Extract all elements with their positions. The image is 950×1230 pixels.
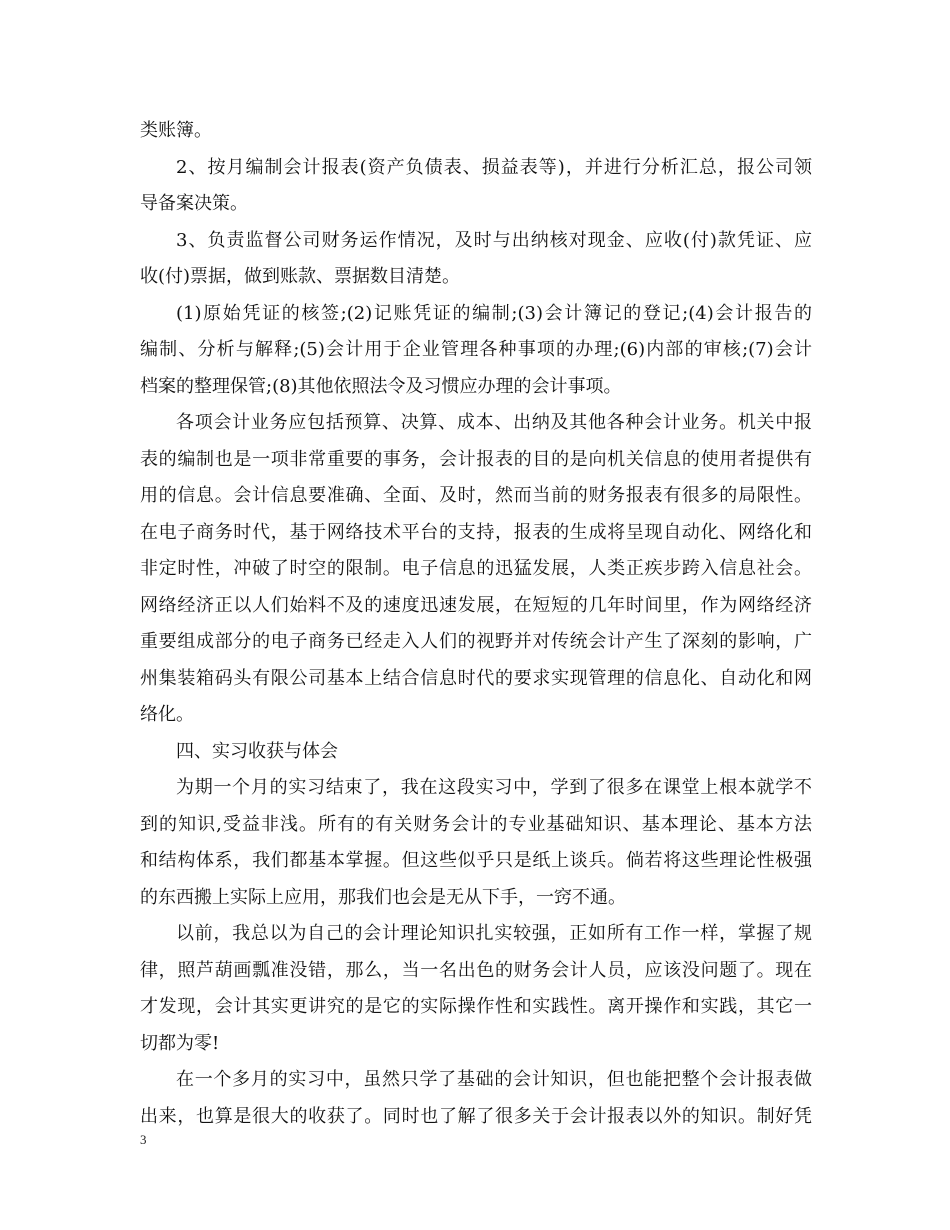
- section-heading: 四、实习收获与体会: [176, 740, 338, 762]
- text-line: 律，照芦葫画瓢准没错，那么，当一名出色的财务会计人员，应该没问题了。现在: [140, 959, 812, 981]
- text-line: 切都为零!: [140, 1032, 220, 1054]
- page-number: 3: [140, 1132, 147, 1147]
- text-line: 到的知识,受益非浅。所有的有关财务会计的专业基础知识、基本理论、基本方法: [140, 813, 812, 835]
- text-line: 编制、分析与解释;(5)会计用于企业管理各种事项的办理;(6)内部的审核;(7)会计: [140, 339, 812, 360]
- text-line: 络化。: [140, 704, 194, 725]
- text-line: 出来，也算是很大的收获了。同时也了解了很多关于会计报表以外的知识。制好凭: [140, 1105, 812, 1127]
- body-text: [140, 113, 812, 1135]
- text-line: 在一个多月的实习中，虽然只学了基础的会计知识，但也能把整个会计报表做: [176, 1069, 812, 1090]
- text-line: 以前，我总以为自己的会计理论知识扎实较强，正如所有工作一样，掌握了规: [176, 923, 812, 944]
- text-line: 各项会计业务应包括预算、决算、成本、出纳及其他各种会计业务。机关中报: [176, 412, 812, 433]
- text-line: 的东西搬上实际上应用，那我们也会是无从下手，一窍不通。: [140, 886, 626, 908]
- text-line: 重要组成部分的电子商务已经走入人们的视野并对传统会计产生了深刻的影响，广: [140, 631, 812, 652]
- text-line: 才发现，会计其实更讲究的是它的实际操作性和实践性。离开操作和实践，其它一: [140, 996, 812, 1017]
- text-line: 用的信息。会计信息要准确、全面、及时，然而当前的财务报表有很多的局限性。: [140, 485, 812, 506]
- text-line: 网络经济正以人们始料不及的速度迅速发展，在短短的几年时间里，作为网络经济: [140, 594, 812, 616]
- text-line: 为期一个月的实习结束了，我在这段实习中，学到了很多在课堂上根本就学不: [176, 777, 812, 798]
- text-line: 3、负责监督公司财务运作情况，及时与出纳核对现金、应收(付)款凭证、应: [176, 229, 812, 251]
- text-line: 和结构体系，我们都基本掌握。但这些似乎只是纸上谈兵。倘若将这些理论性极强: [140, 850, 812, 871]
- text-line: 收(付)票据，做到账款、票据数目清楚。: [140, 266, 461, 287]
- text-line: 在电子商务时代，基于网络技术平台的支持，报表的生成将呈现自动化、网络化和: [140, 521, 812, 543]
- text-line: 2、按月编制会计报表(资产负债表、损益表等)，并进行分析汇总，报公司领: [176, 156, 812, 178]
- text-line: 类账簿。: [140, 120, 212, 141]
- text-line: 表的编制也是一项非常重要的事务，会计报表的目的是向机关信息的使用者提供有: [140, 448, 812, 470]
- text-line: 导备案决策。: [140, 193, 248, 214]
- text-line: 档案的整理保管;(8)其他依照法令及习惯应办理的会计事项。: [140, 375, 622, 397]
- text-line: 州集装箱码头有限公司基本上结合信息时代的要求实现管理的信息化、自动化和网: [140, 667, 812, 689]
- text-line: (1)原始凭证的核签;(2)记账凭证的编制;(3)会计簿记的登记;(4)会计报告的: [176, 302, 812, 324]
- text-line: 非定时性，冲破了时空的限制。电子信息的迅猛发展，人类正疾步跨入信息社会。: [140, 558, 812, 579]
